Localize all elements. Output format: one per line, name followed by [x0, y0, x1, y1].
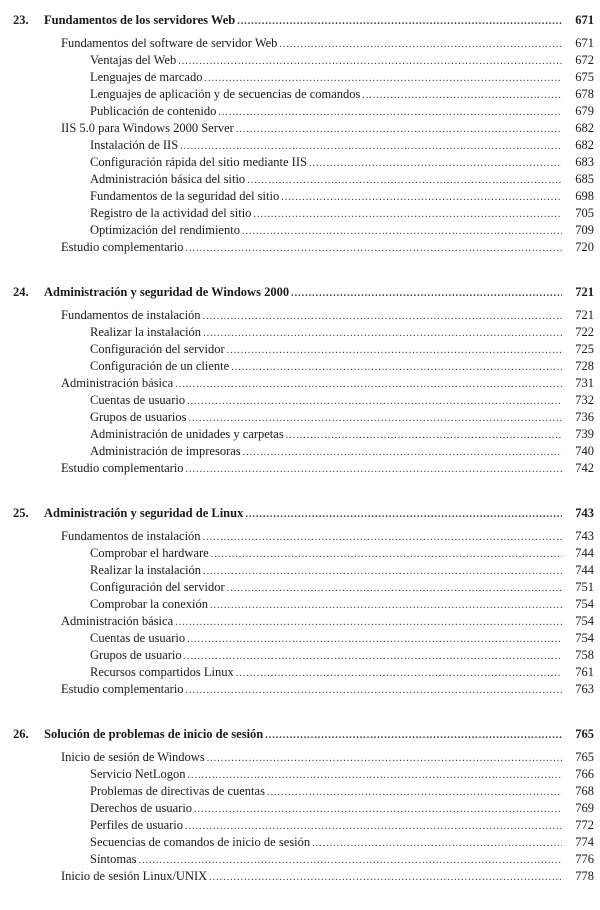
entry-title: Comprobar el hardware	[90, 546, 209, 560]
dot-leader	[309, 155, 562, 172]
section-entry[interactable]	[0, 528, 600, 545]
chapter-number: 26.	[13, 727, 29, 741]
entry-title: Configuración del servidor	[90, 580, 225, 594]
subsection-entry[interactable]	[0, 579, 600, 596]
chapter-number: 23.	[13, 13, 29, 27]
entry-title: Administración de impresoras	[90, 444, 241, 458]
subsection-entry[interactable]	[0, 188, 600, 205]
dot-leader	[243, 444, 562, 461]
dot-leader	[194, 801, 562, 818]
chapter-page-number: 743	[575, 506, 594, 520]
subsection-entry[interactable]	[0, 205, 600, 222]
entry-title: Realizar la instalación	[90, 563, 202, 577]
section-entry[interactable]	[0, 868, 600, 885]
section-entry[interactable]	[0, 35, 600, 52]
entry-title: Derechos de usuario	[90, 801, 193, 815]
entry-page-number: 732	[575, 393, 594, 407]
entry-page-number: 682	[575, 138, 594, 152]
subsection-entry[interactable]	[0, 52, 600, 69]
subsection-entry[interactable]	[0, 545, 600, 562]
subsection-entry[interactable]	[0, 647, 600, 664]
dot-leader	[267, 784, 562, 801]
entry-page-number: 728	[575, 359, 594, 373]
dot-leader	[186, 682, 562, 699]
subsection-entry[interactable]	[0, 426, 600, 443]
subsection-entry[interactable]	[0, 103, 600, 120]
entry-title: Administración de unidades y carpetas	[90, 427, 284, 441]
subsection-entry[interactable]	[0, 664, 600, 681]
entry-page-number: 722	[575, 325, 594, 339]
entry-page-number: 739	[575, 427, 594, 441]
dot-leader	[362, 87, 562, 104]
dot-leader	[236, 121, 562, 138]
subsection-entry[interactable]	[0, 137, 600, 154]
dot-leader	[237, 11, 562, 33]
dot-leader	[203, 308, 562, 325]
section-entry[interactable]	[0, 375, 600, 392]
subsection-entry[interactable]	[0, 392, 600, 409]
subsection-entry[interactable]	[0, 817, 600, 834]
entry-page-number: 751	[575, 580, 594, 594]
entry-title: Fundamentos de la seguridad del sitio	[90, 189, 280, 203]
entry-title: Configuración del servidor	[90, 342, 225, 356]
entry-page-number: 672	[575, 53, 594, 67]
entry-page-number: 765	[575, 750, 594, 764]
entry-title: Configuración rápida del sitio mediante IIS	[90, 155, 307, 169]
entry-title: Servicio NetLogon	[90, 767, 186, 781]
dot-leader	[203, 529, 562, 546]
chapter-number: 25.	[13, 506, 29, 520]
chapter-section	[0, 281, 600, 477]
dot-leader	[227, 342, 562, 359]
subsection-entry[interactable]	[0, 783, 600, 800]
dot-leader	[186, 240, 562, 257]
entry-title: Estudio complementario	[61, 682, 184, 696]
entry-page-number: 725	[575, 342, 594, 356]
entry-page-number: 720	[575, 240, 594, 254]
dot-leader	[312, 835, 562, 852]
entry-title: Secuencias de comandos de inicio de sesión	[90, 835, 311, 849]
chapter-title: Fundamentos de los servidores Web	[44, 13, 236, 27]
entry-title: Fundamentos del software de servidor Web	[61, 36, 278, 50]
entry-title: Lenguajes de marcado	[90, 70, 203, 84]
entry-title: IIS 5.0 para Windows 2000 Server	[61, 121, 234, 135]
entry-title: Estudio complementario	[61, 461, 184, 475]
dot-leader	[247, 172, 562, 189]
subsection-entry[interactable]	[0, 341, 600, 358]
subsection-entry[interactable]	[0, 409, 600, 426]
entry-title: Cuentas de usuario	[90, 631, 186, 645]
dot-leader	[210, 597, 562, 614]
entry-title: Comprobar la conexión	[90, 597, 209, 611]
dot-leader	[178, 53, 562, 70]
subsection-entry[interactable]	[0, 324, 600, 341]
dot-leader	[189, 410, 562, 427]
entry-page-number: 685	[575, 172, 594, 186]
entry-title: Recursos compartidos Linux	[90, 665, 234, 679]
dot-leader	[186, 461, 562, 478]
chapter-section	[0, 9, 600, 256]
entry-title: Ventajas del Web	[90, 53, 177, 67]
dot-leader	[265, 725, 562, 747]
entry-title: Síntomas	[90, 852, 137, 866]
dot-leader	[209, 869, 562, 886]
section-entry[interactable]	[0, 749, 600, 766]
dot-leader	[211, 546, 562, 563]
entry-title: Optimización del rendimiento	[90, 223, 240, 237]
entry-page-number: 754	[575, 631, 594, 645]
subsection-entry[interactable]	[0, 800, 600, 817]
chapter-number: 24.	[13, 285, 29, 299]
entry-page-number: 740	[575, 444, 594, 458]
entry-title: Lenguajes de aplicación y de secuencias de comandos	[90, 87, 361, 101]
dot-leader	[279, 36, 562, 53]
dot-leader	[187, 767, 562, 784]
entry-title: Grupos de usuario	[90, 648, 182, 662]
dot-leader	[281, 189, 562, 206]
entry-page-number: 698	[575, 189, 594, 203]
entry-page-number: 671	[575, 36, 594, 50]
dot-leader	[291, 283, 562, 305]
chapter-heading[interactable]	[0, 723, 600, 745]
dot-leader	[207, 750, 562, 767]
dot-leader	[187, 393, 562, 410]
section-entry[interactable]	[0, 460, 600, 477]
entry-page-number: 705	[575, 206, 594, 220]
section-entry[interactable]	[0, 681, 600, 698]
subsection-entry[interactable]	[0, 86, 600, 103]
dot-leader	[231, 359, 562, 376]
chapter-page-number: 721	[575, 285, 594, 299]
chapter-section	[0, 723, 600, 885]
entry-page-number: 772	[575, 818, 594, 832]
dot-leader	[185, 818, 562, 835]
chapter-heading[interactable]	[0, 9, 600, 31]
entry-page-number: 744	[575, 546, 594, 560]
dot-leader	[242, 223, 562, 240]
dot-leader	[253, 206, 562, 223]
dot-leader	[180, 138, 562, 155]
dot-leader	[175, 376, 562, 393]
chapter-heading[interactable]	[0, 502, 600, 524]
entry-title: Configuración de un cliente	[90, 359, 230, 373]
entry-page-number: 758	[575, 648, 594, 662]
dot-leader	[227, 580, 562, 597]
section-entry[interactable]	[0, 613, 600, 630]
section-entry[interactable]	[0, 239, 600, 256]
entry-page-number: 769	[575, 801, 594, 815]
entry-page-number: 754	[575, 614, 594, 628]
subsection-entry[interactable]	[0, 171, 600, 188]
entry-page-number: 766	[575, 767, 594, 781]
entry-page-number: 709	[575, 223, 594, 237]
entry-title: Inicio de sesión de Windows	[61, 750, 205, 764]
section-entry[interactable]	[0, 307, 600, 324]
dot-leader	[187, 631, 562, 648]
subsection-entry[interactable]	[0, 834, 600, 851]
entry-title: Grupos de usuarios	[90, 410, 187, 424]
chapter-section	[0, 502, 600, 698]
entry-page-number: 778	[575, 869, 594, 883]
entry-title: Fundamentos de instalación	[61, 529, 201, 543]
subsection-entry[interactable]	[0, 222, 600, 239]
subsection-entry[interactable]	[0, 851, 600, 868]
entry-title: Registro de la actividad del sitio	[90, 206, 252, 220]
chapter-title: Administración y seguridad de Linux	[44, 506, 244, 520]
dot-leader	[175, 614, 562, 631]
subsection-entry[interactable]	[0, 562, 600, 579]
dot-leader	[139, 852, 562, 869]
entry-page-number: 763	[575, 682, 594, 696]
entry-title: Inicio de sesión Linux/UNIX	[61, 869, 208, 883]
chapter-heading[interactable]	[0, 281, 600, 303]
chapter-title: Administración y seguridad de Windows 2000	[44, 285, 290, 299]
entry-title: Instalación de IIS	[90, 138, 179, 152]
entry-page-number: 754	[575, 597, 594, 611]
entry-title: Cuentas de usuario	[90, 393, 186, 407]
dot-leader	[245, 504, 562, 526]
dot-leader	[203, 325, 562, 342]
entry-title: Estudio complementario	[61, 240, 184, 254]
dot-leader	[218, 104, 562, 121]
table-of-contents	[0, 9, 600, 910]
dot-leader	[184, 648, 562, 665]
chapter-page-number: 765	[575, 727, 594, 741]
entry-title: Realizar la instalación	[90, 325, 202, 339]
entry-page-number: 731	[575, 376, 594, 390]
dot-leader	[236, 665, 562, 682]
entry-page-number: 675	[575, 70, 594, 84]
subsection-entry[interactable]	[0, 443, 600, 460]
subsection-entry[interactable]	[0, 154, 600, 171]
section-entry[interactable]	[0, 120, 600, 137]
entry-page-number: 683	[575, 155, 594, 169]
entry-page-number: 768	[575, 784, 594, 798]
entry-title: Problemas de directivas de cuentas	[90, 784, 265, 798]
subsection-entry[interactable]	[0, 358, 600, 375]
subsection-entry[interactable]	[0, 69, 600, 86]
entry-title: Publicación de contenido	[90, 104, 217, 118]
entry-page-number: 682	[575, 121, 594, 135]
entry-title: Perfiles de usuario	[90, 818, 184, 832]
entry-page-number: 761	[575, 665, 594, 679]
subsection-entry[interactable]	[0, 596, 600, 613]
entry-page-number: 774	[575, 835, 594, 849]
entry-page-number: 679	[575, 104, 594, 118]
entry-title: Fundamentos de instalación	[61, 308, 201, 322]
entry-page-number: 678	[575, 87, 594, 101]
subsection-entry[interactable]	[0, 630, 600, 647]
entry-page-number: 721	[575, 308, 594, 322]
entry-page-number: 744	[575, 563, 594, 577]
entry-title: Administración básica	[61, 376, 174, 390]
entry-title: Administración básica del sitio	[90, 172, 246, 186]
chapter-title: Solución de problemas de inicio de sesión	[44, 727, 264, 741]
entry-page-number: 743	[575, 529, 594, 543]
entry-page-number: 736	[575, 410, 594, 424]
entry-title: Administración básica	[61, 614, 174, 628]
subsection-entry[interactable]	[0, 766, 600, 783]
chapter-page-number: 671	[575, 13, 594, 27]
entry-page-number: 742	[575, 461, 594, 475]
dot-leader	[203, 563, 562, 580]
entry-page-number: 776	[575, 852, 594, 866]
dot-leader	[286, 427, 562, 444]
dot-leader	[204, 70, 562, 87]
